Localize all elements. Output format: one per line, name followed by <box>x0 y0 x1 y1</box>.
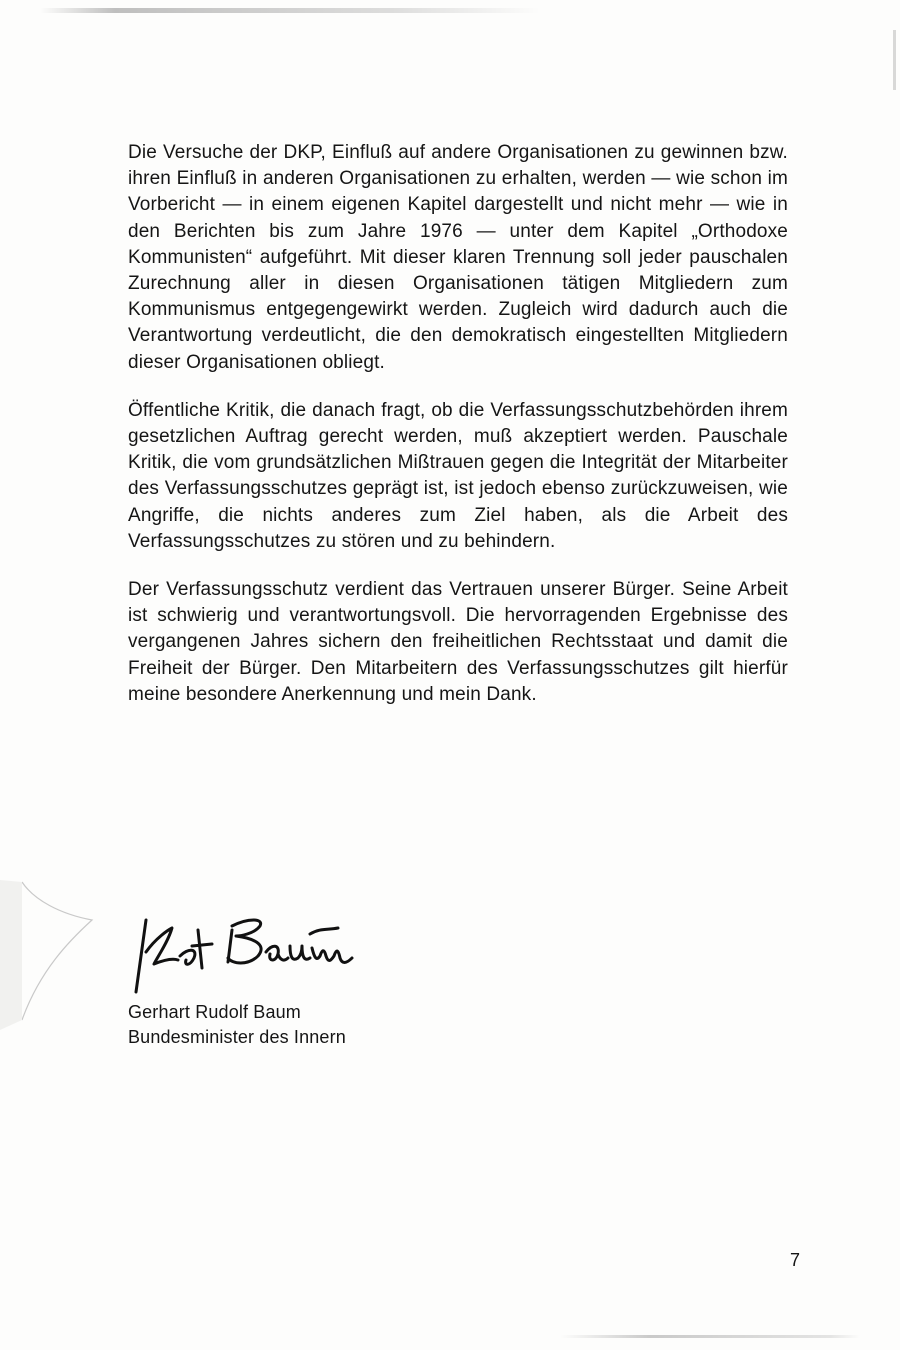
paragraph-1: Die Versuche der DKP, Einfluß auf andere Organisationen zu gewinnen bzw. ihren Einfluß in anderen Organisationen zu erhalten, werden — wie schon im Vorbericht — in einem eigenen Kapitel dargestellt und nicht mehr — wie in den Berichten bis zum Jahre 1976 — unter dem Kapitel „Orthodoxe Kommunisten“ aufgeführt. Mit dieser klaren Trennung soll jeder pauschalen Zurechnung aller in diesen Organisationen tätigen Mitgliedern zum Kommunismus entgegengewirkt werden. Zugleich wird dadurch auch die Verantwortung verdeutlicht, die den demokratisch eingestellten Mitgliedern dieser Organisationen obliegt. <box>128 142 788 373</box>
signature-block <box>128 908 548 1050</box>
paragraph-2: Öffentliche Kritik, die danach fragt, ob die Verfassungsschutzbehörden ihrem gesetzlichen Auftrag gerecht werden, muß akzeptiert werden. Pauschale Kritik, die vom grundsätzlichen Mißtrauen gegen die Integrität der Mitarbeiter des Verfassungsschutzes geprägt ist, ist jedoch ebenso zurückzuweisen, wie Angriffe, die nichts anderes zum Ziel haben, als die Arbeit des Verfassungsschutzes zu stören und zu behindern. <box>128 399 788 552</box>
paragraph-3: Der Verfassungsschutz verdient das Vertrauen unserer Bürger. Seine Arbeit ist schwierig und verantwortungsvoll. Die hervorragenden Ergebnisse des vergangenen Jahres sichern den freiheitlichen Rechtsstaat und damit die Freiheit der Bürger. Den Mitarbeitern des Verfassungsschutzes gilt hierfür meine besondere Anerkennung und mein Dank. <box>128 579 788 705</box>
handwritten-signature <box>128 908 418 994</box>
paper-fold-mark <box>0 880 110 1040</box>
scan-edge-right <box>893 30 896 90</box>
scan-edge-bottom <box>560 1335 860 1338</box>
scan-edge-top <box>40 8 540 13</box>
page-number: 7 <box>789 1250 800 1270</box>
body-text <box>128 140 788 730</box>
signer-name: Gerhart Rudolf Baum <box>128 1002 301 1022</box>
signer-title: Bundesminister des Innern <box>128 1027 346 1047</box>
